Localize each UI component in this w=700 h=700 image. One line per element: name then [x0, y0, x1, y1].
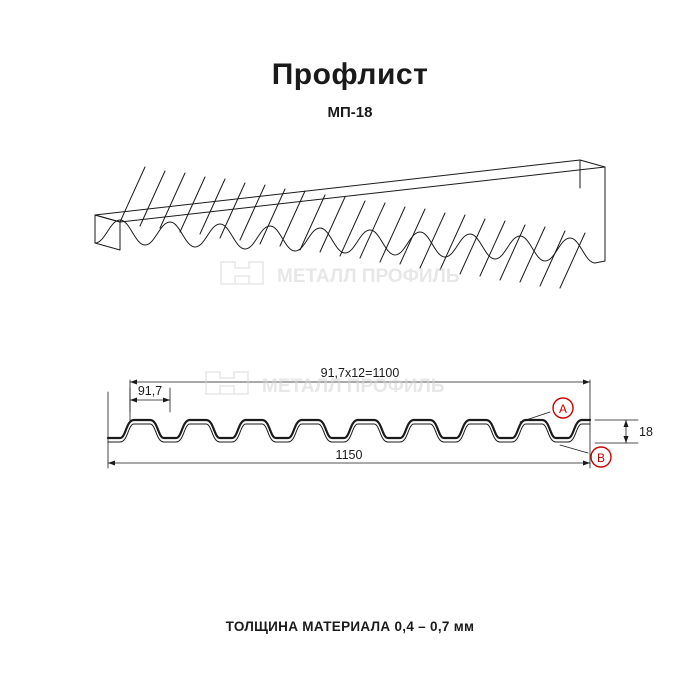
material-thickness-note: ТОЛЩИНА МАТЕРИАЛА 0,4 – 0,7 мм	[225, 619, 475, 634]
callout-label-a: A	[558, 402, 568, 416]
callout-label-b: B	[596, 451, 606, 465]
sheet-3d-illustration	[60, 140, 640, 300]
watermark-text: МЕТАЛЛ ПРОФИЛЬ	[277, 266, 460, 287]
profile-cross-section-drawing	[60, 350, 660, 490]
dimension-total-width: 1150	[335, 448, 363, 462]
dimension-rib-pitch: 91,7	[137, 384, 163, 398]
watermark-text: МЕТАЛЛ ПРОФИЛЬ	[262, 376, 445, 397]
dimension-height: 18	[639, 425, 653, 439]
page-title: Профлист	[271, 58, 429, 91]
product-model-label: МП-18	[327, 104, 373, 121]
dimension-working-width: 91,7х12=1100	[320, 366, 400, 380]
